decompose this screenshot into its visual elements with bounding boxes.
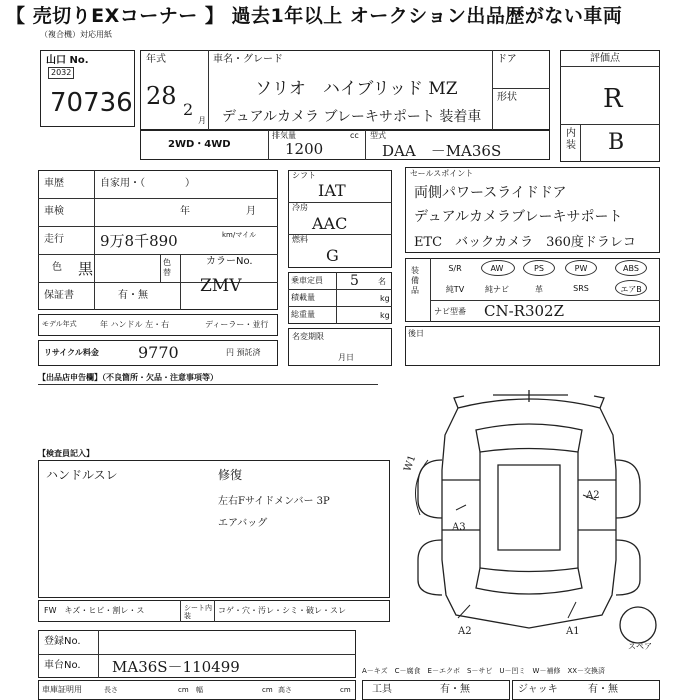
model-name: ソリオ ハイブリッド MZ — [255, 79, 458, 99]
interior-label: 内装 — [566, 128, 576, 151]
equip-ps: PS — [534, 264, 544, 273]
sales-point-line2: デュアルカメラブレーキサポート — [414, 209, 623, 225]
mileage-unit: km/マイル — [222, 231, 257, 239]
sales-point-line1: 両側パワースライドドア — [414, 185, 567, 201]
lot-label: 山口 No. — [46, 55, 89, 66]
recycle-unit: 円 預託済 — [226, 348, 261, 357]
handle-label: 年 ハンドル 左・右 — [100, 320, 170, 329]
color-code: ZMV — [200, 276, 242, 296]
door-label: ドア — [497, 54, 517, 65]
shift-value: IAT — [318, 181, 346, 200]
cert-cm3: cm — [340, 686, 351, 694]
mileage-label: 走行 — [44, 234, 64, 245]
capacity-unit: 名 — [378, 277, 386, 286]
capacity-label: 乗車定員 — [291, 276, 323, 285]
model-year-label: モデル年式 — [42, 320, 77, 328]
inspector-label: 【検査員記入】 — [38, 449, 94, 458]
year-month: 2 — [183, 100, 194, 119]
note-2: 修復 — [218, 468, 243, 482]
color-change-label: 色替 — [163, 258, 171, 277]
name-change-label: 名変期限 — [292, 332, 324, 341]
equip-pw: PW — [574, 264, 588, 273]
load-unit: kg — [380, 294, 390, 303]
model-label: 車名・グレード — [213, 54, 283, 65]
chassis-label: 車台No. — [44, 660, 81, 671]
damage-a3: A3 — [452, 522, 466, 533]
rating-label: 評価点 — [590, 53, 620, 64]
mileage-value: 9万8千890 — [100, 232, 178, 250]
equip-sr: S/R — [448, 264, 462, 273]
registration-label: 登録No. — [44, 636, 81, 647]
rating-value: R — [603, 84, 623, 114]
damage-w1: W1 — [402, 453, 419, 474]
inspection-month: 月 — [246, 206, 256, 217]
later-label: 後日 — [408, 329, 424, 338]
color-value: 黒 — [78, 260, 94, 278]
cert-cm1: cm — [178, 686, 189, 694]
banner-title: 【 売切りEXコーナー 】 過去1年以上 オークション出品歴がない車両 — [6, 5, 623, 27]
navi-label: ナビ型番 — [434, 307, 466, 316]
chassis-value: MA36S－110499 — [112, 658, 240, 676]
fuel-value: G — [326, 246, 339, 265]
drive-label: 2WD・4WD — [168, 139, 231, 150]
tools-label: 工具 — [372, 684, 392, 695]
damage-legend: A－キズ C－腐食 E－エクボ S－サビ U－凹ミ W－補修 XX－交換済 — [362, 667, 606, 675]
model-grade: デュアルカメラ ブレーキサポート 装着車 — [222, 109, 482, 125]
warranty-label: 保証書 — [44, 290, 74, 301]
history-label: 車歴 — [44, 178, 64, 189]
sales-point-label: セールスポイント — [410, 169, 474, 178]
equip-tv: 純TV — [445, 285, 465, 294]
cert-label: 車庫証明用 — [42, 685, 82, 694]
load-label: 積載量 — [291, 293, 315, 302]
inspection-label: 車検 — [44, 206, 64, 217]
note-1: ハンドルスレ — [46, 468, 118, 482]
shift-label: シフト — [292, 171, 316, 180]
lot-number: 70736 — [50, 88, 133, 118]
cert-height: 高さ — [278, 686, 292, 694]
color-code-label: カラーNo. — [206, 256, 253, 267]
history-value: 自家用・（ ） — [100, 178, 195, 189]
car-diagram — [398, 390, 660, 650]
displacement-label: 排気量 — [272, 131, 296, 140]
equipment-label: 装備品 — [411, 266, 419, 295]
tools-value: 有・無 — [440, 684, 470, 695]
cert-length: 長さ — [104, 686, 118, 694]
equip-leather: 革 — [535, 285, 543, 294]
seat-items: コゲ・穴・汚レ・シミ・破レ・スレ — [218, 606, 346, 615]
spare-label: スペア — [628, 642, 652, 651]
capacity-value: 5 — [350, 273, 359, 289]
equip-abs: ABS — [623, 264, 639, 273]
seat-label: シート内装 — [184, 604, 212, 620]
damage-a1: A1 — [566, 626, 580, 637]
later-box — [405, 326, 660, 366]
year-label: 年式 — [146, 54, 166, 65]
year-value: 28 — [146, 82, 177, 110]
inspection-year: 年 — [180, 206, 190, 217]
ac-value: AAC — [312, 214, 348, 233]
equip-srs: SRS — [573, 284, 589, 293]
navi-model: CN-R302Z — [484, 302, 565, 320]
jack-value: 有・無 — [588, 684, 618, 695]
cert-cm2: cm — [262, 686, 273, 694]
fw-label: FW キズ・ヒビ・割レ・ス — [44, 606, 145, 615]
dealer-label: ディーラー・並行 — [205, 320, 269, 329]
type-value: DAA －MA36S — [382, 142, 502, 160]
color-label: 色 — [52, 262, 62, 273]
year-month-unit: 月 — [198, 116, 206, 125]
recycle-value: 9770 — [138, 343, 179, 362]
sub-note: （複合機）対応用紙 — [40, 30, 112, 39]
equip-navi: 純ナビ — [485, 285, 509, 294]
lot-code: 2032 — [48, 67, 74, 79]
cert-width: 幅 — [196, 686, 203, 694]
interior-value: B — [608, 130, 625, 155]
shape-label: 形状 — [497, 92, 517, 103]
warranty-value: 有・無 — [118, 290, 148, 301]
note-3: 左右Fサイドメンバー 3P — [218, 496, 330, 507]
equip-aw: AW — [490, 264, 504, 273]
report-label: 【出品店申告欄】（不良箇所・欠品・注意事項等） — [38, 373, 218, 382]
note-4: エアバッグ — [218, 518, 268, 529]
damage-a2: A2 — [586, 490, 600, 501]
name-change-unit: 月日 — [338, 353, 354, 362]
jack-label: ジャッキ — [518, 684, 558, 695]
type-label: 型式 — [370, 131, 386, 140]
weight-label: 総重量 — [291, 310, 315, 319]
sales-point-line3: ETC バックカメラ 360度ドラレコ — [414, 235, 636, 250]
damage-a2b: A2 — [458, 626, 472, 637]
equip-airbag: エアB — [620, 285, 642, 294]
displacement-unit: cc — [350, 131, 359, 140]
weight-unit: kg — [380, 311, 390, 320]
fuel-label: 燃料 — [292, 235, 308, 244]
displacement-value: 1200 — [285, 140, 324, 158]
ac-label: 冷房 — [292, 203, 308, 212]
recycle-label: リサイクル料金 — [44, 348, 99, 357]
